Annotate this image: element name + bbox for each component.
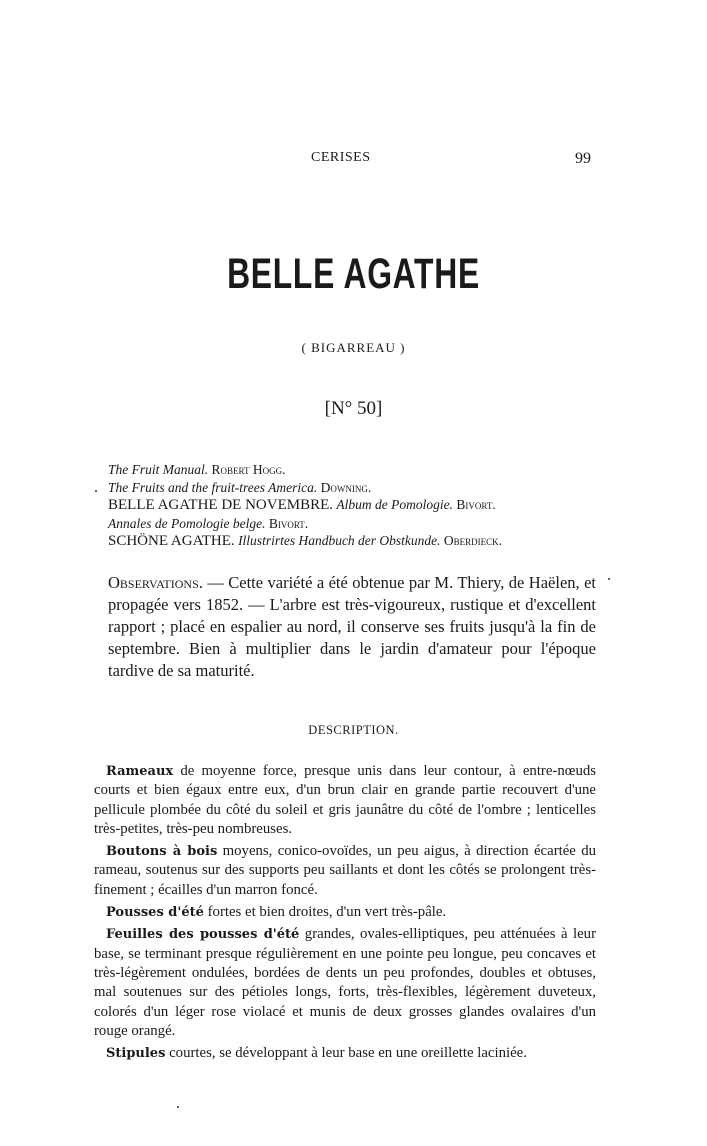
description-text: moyens, conico-ovoïdes, un peu aigus, à direction écartée du rameau, soutenus sur des supports peu saillants et dont les côtés se prolongent très-finement ; écailles d'un marron foncé. xyxy=(94,843,596,898)
page-title: BELLE AGATHE xyxy=(227,250,480,298)
synonym-line xyxy=(108,461,628,479)
description-paragraph xyxy=(94,1044,596,1063)
synonym-work: Illustrirtes Handbuch der Obstkunde. xyxy=(238,533,441,548)
description-text: fortes et bien droites, d'un vert très-pâle. xyxy=(203,904,447,921)
description-section xyxy=(94,762,596,1066)
synonym-author: Oberdieck. xyxy=(443,533,503,548)
print-speck xyxy=(608,578,610,580)
description-heading: DESCRIPTION. xyxy=(308,723,399,737)
description-text: grandes, ovales-elliptiques, peu atténuées à leur base, se terminant presque régulièrement en une pointe peu longue, peu concaves et très-légèrement ondulées, bordées de dents un peu profondes, doubles et obtuses, mal soutenues sur des pétioles longs, forts, très-flexibles, légèrement duveteux, colorés d'un léger rose violacé et munis de deux grosses glandes ovalaires d'un rouge orangé. xyxy=(94,926,597,1039)
description-paragraph xyxy=(94,762,596,839)
description-text: de moyenne force, presque unis dans leur contour, à entre-nœuds courts et bien égaux entre eux, d'un brun clair en grande partie recouvert d'une pellicule plombée du côté du soleil et gris jaunâtre du côté de l'ombre ; lenticelles très-petites, très-peu nombreuses. xyxy=(94,763,596,837)
synonym-author: Downing. xyxy=(320,479,372,495)
description-term: Pousses d'été xyxy=(106,905,204,921)
description-term: Rameaux xyxy=(106,764,174,779)
synonym-line xyxy=(108,515,628,533)
synonym-name: BELLE AGATHE DE NOVEMBRE. xyxy=(108,497,333,513)
observations-paragraph xyxy=(108,572,596,682)
description-paragraph xyxy=(94,903,596,922)
running-head: CERISES xyxy=(311,150,371,165)
synonym-work: Album de Pomologie. xyxy=(336,497,453,512)
subtitle: ( BIGARREAU ) xyxy=(301,340,406,355)
synonym-line xyxy=(108,496,628,515)
synonym-author: Bivort. xyxy=(456,497,496,512)
synonym-work: The Fruit Manual. xyxy=(108,462,209,477)
print-speck xyxy=(177,1106,179,1108)
description-paragraph xyxy=(94,925,596,1041)
synonym-author: Bivort. xyxy=(268,515,309,531)
description-paragraph xyxy=(94,842,596,900)
description-term: Boutons à bois xyxy=(106,844,218,860)
synonym-name: SCHÖNE AGATHE. xyxy=(108,533,235,549)
print-speck xyxy=(95,490,97,492)
entry-number: [N° 50] xyxy=(324,398,383,419)
page-number: 99 xyxy=(575,150,591,167)
description-term: Feuilles des pousses d'été xyxy=(106,927,300,943)
description-text: courtes, se développant à leur base en une oreillette laciniée. xyxy=(165,1045,527,1062)
description-term: Stipules xyxy=(106,1046,166,1062)
synonym-work: Annales de Pomologie belge. xyxy=(108,515,266,531)
synonym-line xyxy=(108,532,628,551)
synonym-work: The Fruits and the fruit-trees America. xyxy=(108,479,318,495)
observations-text: — Cette variété a été obtenue par M. Thiery, de Haëlen, et propagée vers 1852. — L'arbre est très-vigoureux, rustique et d'excellent rapport ; placé en espalier au nord, il conserve ses fruits jusqu'à la fin de septembre. Bien à multiplier dans le jardin d'amateur pour l'époque tardive de sa maturité. xyxy=(108,573,596,680)
synonym-author: Robert Hogg. xyxy=(211,462,286,477)
synonyms-list xyxy=(108,461,628,551)
observations-label: Observations. xyxy=(108,573,203,592)
synonym-line xyxy=(108,479,628,497)
